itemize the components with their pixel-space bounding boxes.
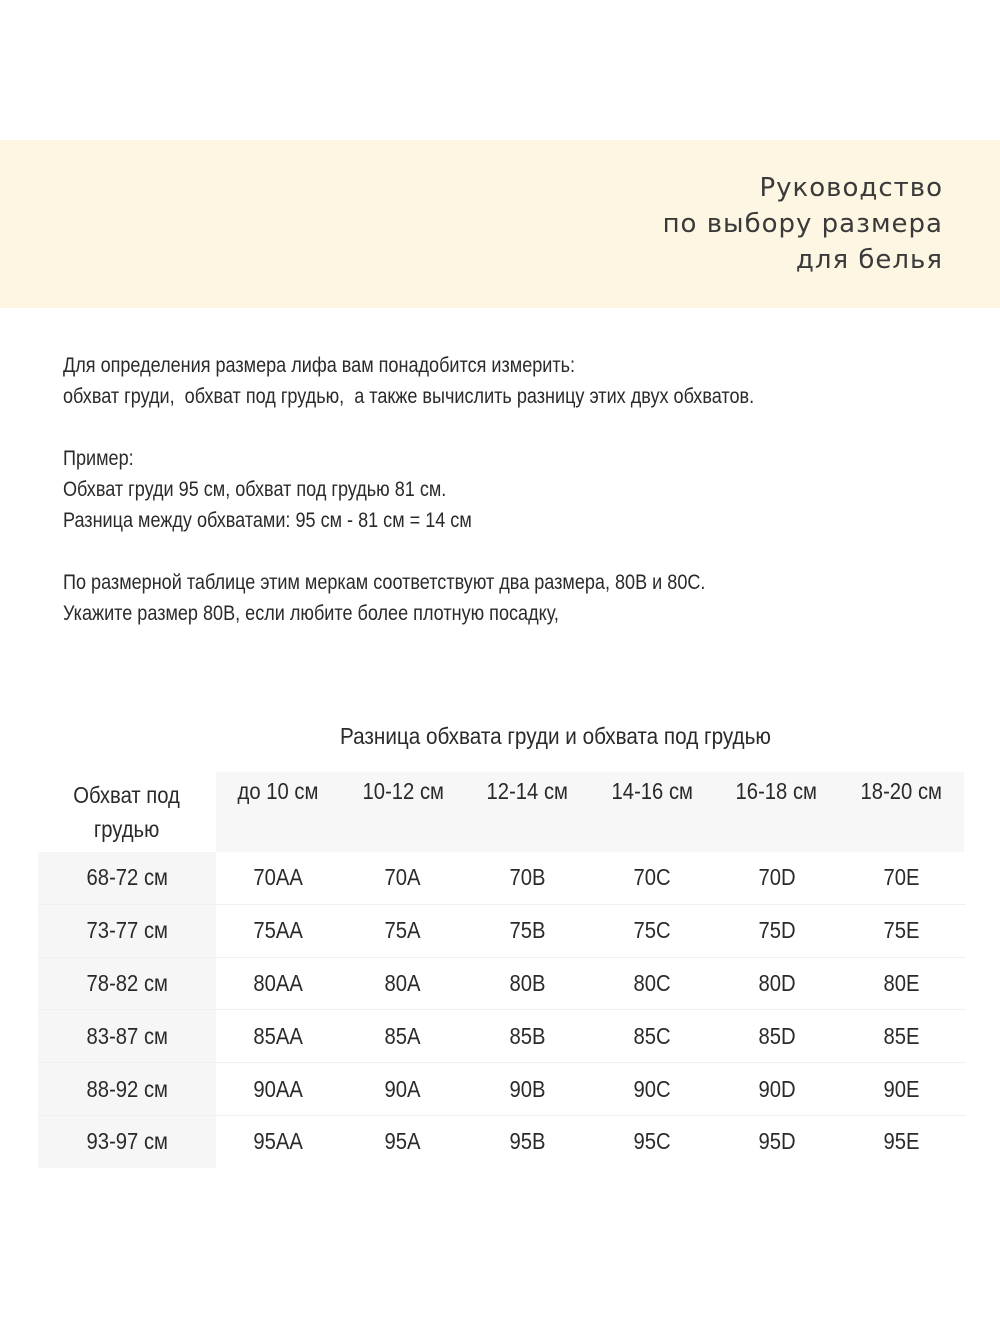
- intro-line: Разница между обхватами: 95 см - 81 см = 14 см: [63, 509, 472, 532]
- title-banner: [0, 140, 1000, 308]
- paragraph-gap: [63, 536, 837, 567]
- size-cell: 95B: [509, 1128, 546, 1155]
- table-row: [38, 1063, 966, 1116]
- size-cell: 90D: [758, 1075, 796, 1102]
- column-header: 18-20 см: [839, 772, 964, 852]
- size-chart-table: [38, 772, 966, 1168]
- size-cell: 80AA: [253, 969, 304, 996]
- underbust-cell: 78-82 см: [38, 958, 216, 1010]
- size-cell: 85E: [883, 1022, 920, 1049]
- table-row: [38, 958, 966, 1011]
- size-cell: 70E: [883, 864, 920, 891]
- size-cell: 80E: [883, 969, 920, 996]
- size-cell: 75D: [758, 917, 796, 944]
- underbust-cell: 88-92 см: [38, 1063, 216, 1115]
- size-cell: 80A: [384, 969, 421, 996]
- intro-line: По размерной таблице этим меркам соответствуют два размера, 80В и 80С.: [63, 571, 706, 594]
- size-cell: 75C: [633, 917, 671, 944]
- size-cell: 85B: [509, 1022, 546, 1049]
- underbust-header-line: грудью: [94, 816, 160, 842]
- intro-line: Укажите размер 80В, если любите более плотную посадку,: [63, 602, 559, 625]
- table-row: [38, 1010, 966, 1063]
- size-cell: 85C: [633, 1022, 671, 1049]
- size-cell: 85A: [384, 1022, 421, 1049]
- size-cell: 95C: [633, 1128, 671, 1155]
- intro-line: Обхват груди 95 см, обхват под грудью 81 см.: [63, 478, 447, 501]
- table-caption: Разница обхвата груди и обхвата под грудью: [340, 723, 771, 749]
- column-header: 12-14 см: [465, 772, 590, 852]
- size-cell: 85AA: [253, 1022, 304, 1049]
- intro-line: Для определения размера лифа вам понадобится измерить:: [63, 354, 576, 377]
- table-row: [38, 1116, 966, 1168]
- underbust-cell: 93-97 см: [38, 1116, 216, 1168]
- column-header: до 10 см: [216, 772, 341, 852]
- table-row: [38, 905, 966, 958]
- size-cell: 90B: [509, 1075, 546, 1102]
- size-cell: 70D: [758, 864, 796, 891]
- size-cell: 90AA: [253, 1075, 304, 1102]
- size-cell: 75AA: [253, 917, 304, 944]
- column-header: 14-16 см: [590, 772, 715, 852]
- size-cell: 70A: [384, 864, 421, 891]
- title-line: Руководство: [759, 173, 943, 203]
- size-cell: 90A: [384, 1075, 421, 1102]
- example-heading: Пример:: [63, 447, 134, 470]
- underbust-header: [38, 772, 216, 852]
- column-header: 16-18 см: [714, 772, 839, 852]
- size-cell: 70AA: [253, 864, 304, 891]
- table-header-row: [38, 772, 966, 852]
- title-line: по выбору размера: [662, 209, 943, 239]
- size-cell: 95A: [384, 1128, 421, 1155]
- size-cell: 70B: [509, 864, 546, 891]
- title-line: для белья: [795, 245, 943, 275]
- underbust-cell: 68-72 см: [38, 852, 216, 904]
- size-cell: 80D: [758, 969, 796, 996]
- size-cell: 95D: [758, 1128, 796, 1155]
- size-cell: 75B: [509, 917, 546, 944]
- size-cell: 70C: [633, 864, 671, 891]
- size-cell: 90E: [883, 1075, 920, 1102]
- page-title: [663, 170, 943, 278]
- size-cell: 85D: [758, 1022, 796, 1049]
- size-cell: 75A: [384, 917, 421, 944]
- size-cell: 95AA: [253, 1128, 304, 1155]
- paragraph-gap: [63, 412, 837, 443]
- intro-line: обхват груди, обхват под грудью, а также вычислить разницу этих двух обхватов.: [63, 385, 755, 408]
- underbust-cell: 73-77 см: [38, 905, 216, 957]
- column-header: 10-12 см: [341, 772, 466, 852]
- instructions-text: [63, 350, 837, 629]
- size-cell: 95E: [883, 1128, 920, 1155]
- table-row: [38, 852, 966, 905]
- size-cell: 90C: [633, 1075, 671, 1102]
- size-cell: 80C: [633, 969, 671, 996]
- size-cell: 75E: [883, 917, 920, 944]
- underbust-header-line: Обхват под: [73, 782, 181, 808]
- underbust-cell: 83-87 см: [38, 1010, 216, 1062]
- size-cell: 80B: [509, 969, 546, 996]
